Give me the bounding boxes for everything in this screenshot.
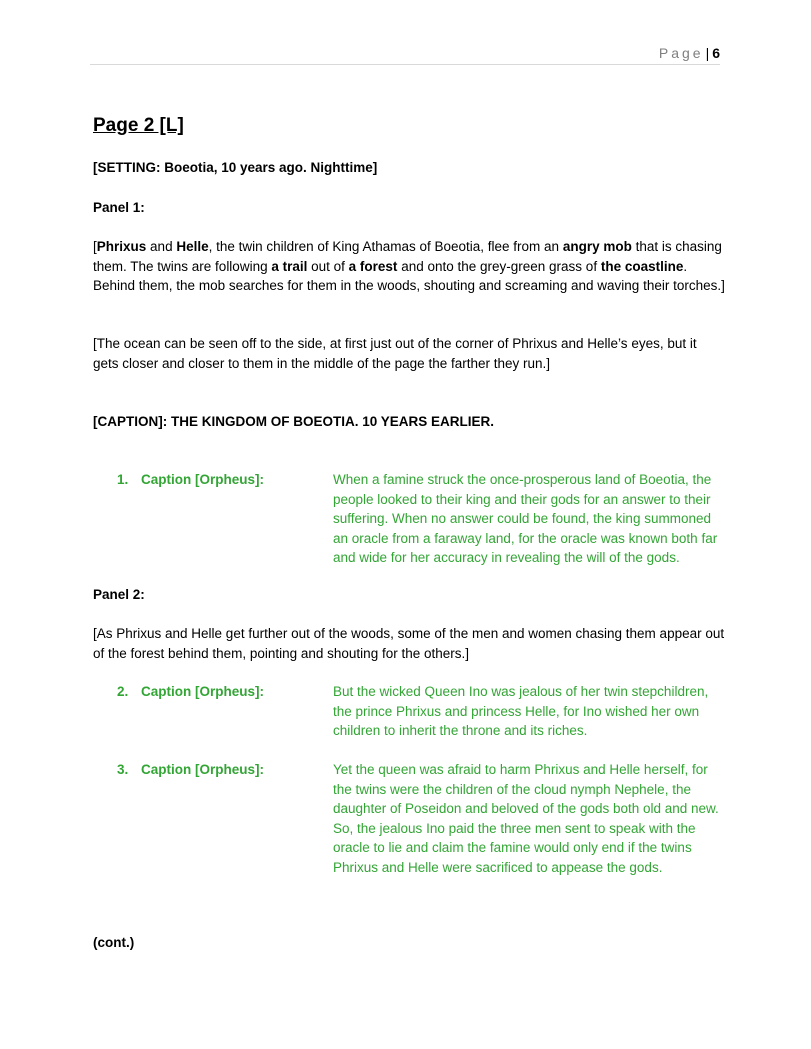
caption-label: Caption [Orpheus]: [141, 472, 264, 487]
desc-text: and onto the grey-green grass of [397, 258, 601, 274]
continued-marker: (cont.) [93, 935, 135, 950]
highlight-phrixus: Phrixus [96, 239, 147, 254]
ocean-note: [The ocean can be seen off to the side, at first just out of the corner of Phrixus and Helle’s eyes, but it gets closer and closer to them in the middle of the page the farther they run.] [93, 336, 697, 371]
caption-heading: [CAPTION]: THE KINGDOM OF BOEOTIA. 10 YEARS EARLIER. [93, 414, 495, 429]
panel-2-heading: Panel 2: [93, 587, 145, 602]
highlight-angry-mob: angry mob [562, 239, 632, 254]
highlight-helle: Helle [176, 239, 209, 254]
caption-text: But the wicked Queen Ino was jealous of her twin stepchildren, the prince Phrixus and princess Helle, for Ino wished her own children to inherit the throne and its riches. [333, 684, 709, 738]
caption-text: When a famine struck the once-prosperous land of Boeotia, the people looked to their king and their gods for an answer to their suffering. When no answer could be found, the king summoned an oracle from a faraway land, for the oracle was known both far and wide for her accuracy in revealing the will of the gods. [333, 472, 718, 565]
panel-1-description [93, 237, 725, 296]
highlight-the-coastline: the coastline [600, 258, 684, 274]
page-number-label [659, 44, 720, 62]
page-title: Page 2 [L] [93, 115, 184, 136]
desc-text: . Behind them, the mob searches for them in the woods, shouting and screaming and waving their torches.] [93, 258, 725, 293]
desc-text: out of [307, 258, 349, 274]
caption-row-3 [93, 760, 725, 878]
caption-number: 3. [117, 762, 129, 777]
caption-label: Caption [Orpheus]: [141, 684, 264, 699]
panel-1-heading: Panel 1: [93, 200, 145, 215]
caption-number: 1. [117, 472, 129, 487]
page-word: Page [658, 45, 704, 61]
page-number: 6 [712, 45, 720, 61]
panel-2-description: [As Phrixus and Helle get further out of the woods, some of the men and women chasing them appear out of the forest behind them, pointing and shouting for the others.] [93, 626, 725, 661]
desc-text: , the twin children of King Athamas of Boeotia, flee from an [208, 239, 563, 254]
page-separator: | [705, 45, 710, 61]
desc-text: and [146, 239, 177, 254]
page-header [90, 44, 720, 65]
highlight-a-forest: a forest [348, 258, 398, 274]
caption-text: Yet the queen was afraid to harm Phrixus and Helle herself, for the twins were the children of the cloud nymph Nephele, the daughter of Poseidon and beloved of the gods both old and new. So, the jealous Ino paid the three men sent to speak with the oracle to lie and claim the famine would only end if the twins Phrixus and Helle were sacrificed to appease the gods. [333, 762, 719, 875]
caption-row-1 [93, 470, 725, 568]
caption-label: Caption [Orpheus]: [141, 762, 264, 777]
setting-line: [SETTING: Boeotia, 10 years ago. Nighttime] [93, 160, 378, 175]
caption-number: 2. [117, 684, 129, 699]
highlight-a-trail: a trail [271, 258, 308, 274]
caption-row-2 [93, 682, 725, 742]
bracket-open: [ [93, 239, 97, 254]
desc-text: that is chasing them. The twins are following [93, 239, 722, 274]
